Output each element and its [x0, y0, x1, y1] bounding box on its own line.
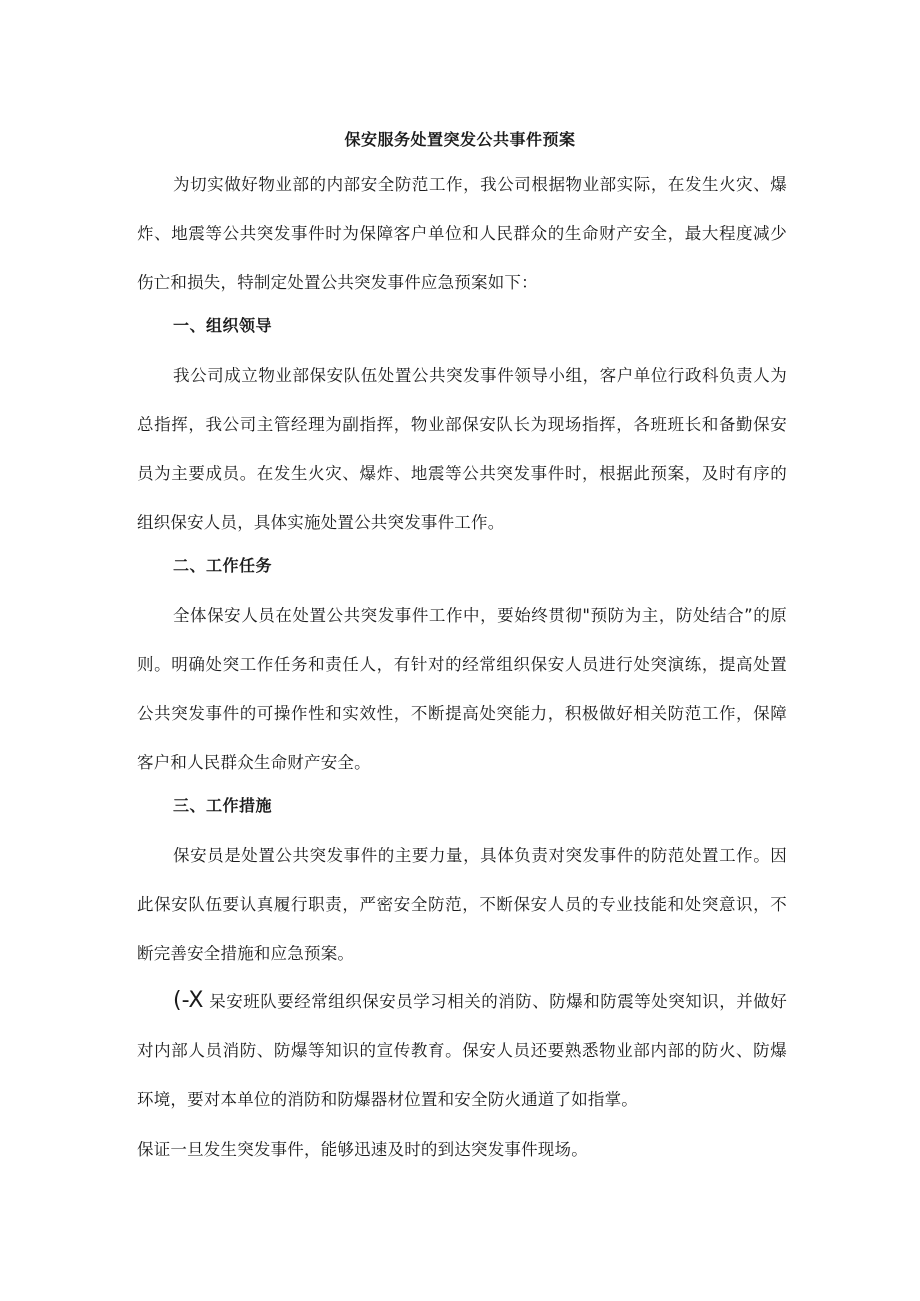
closing-paragraph: 保证一旦发生突发事件，能够迅速及时的到达突发事件现场。	[137, 1140, 588, 1159]
section-heading-tasks: 二、工作任务	[173, 556, 273, 575]
section-heading-organization: 一、组织领导	[173, 316, 273, 335]
document-title: 保安服务处置突发公共事件预案	[344, 130, 576, 149]
section-body-measures: 保安员是处置公共突发事件的主要力量，具体负责对突发事件的防范处置工作。因此保安队伍要认真履行职责，严密安全防范，不断保安人员的专业技能和处突意识，不断完善安全措施和应急预案。	[137, 846, 787, 963]
section-body-organization: 我公司成立物业部保安队伍处置公共突发事件领导小组，客户单位行政科负责人为总指挥，我公司主管经理为副指挥，物业部保安队长为现场指挥，各班班长和备勤保安员为主要成员。在发生火灾、爆炸、地震等公共突发事件时，根据此预案，及时有序的组织保安人员，具体实施处置公共突发事件工作。	[137, 366, 787, 532]
measure-item-1-text: 呆安班队要经常组织保安员学习相关的消防、防爆和防震等处突知识，并做好对内部人员消防、防爆等知识的宣传教育。保安人员还要熟悉物业部内部的防火、防爆环境，要对本单位的消防和防爆器材位置和安全防火通道了如指掌。	[137, 992, 787, 1109]
measure-item-1	[137, 976, 787, 1124]
intro-paragraph: 为切实做好物业部的内部安全防范工作，我公司根据物业部实际，在发生火灾、爆炸、地震等公共突发事件时为保障客户单位和人民群众的生命财产安全，最大程度减少伤亡和损失，特制定处置公共突发事件应急预案如下：	[137, 175, 787, 292]
section-heading-measures: 三、工作措施	[173, 796, 273, 815]
section-body-tasks: 全体保安人员在处置公共突发事件工作中，要始终贯彻"预防为主，防处结合”的原则。明确处突工作任务和责任人，有针对的经常组织保安人员进行处突演练，提高处置公共突发事件的可操作性和实效性，不断提高处突能力，积极做好相关防范工作，保障客户和人民群众生命财产安全。	[137, 606, 787, 772]
measure-item-1-lead: (-X	[173, 988, 204, 1013]
